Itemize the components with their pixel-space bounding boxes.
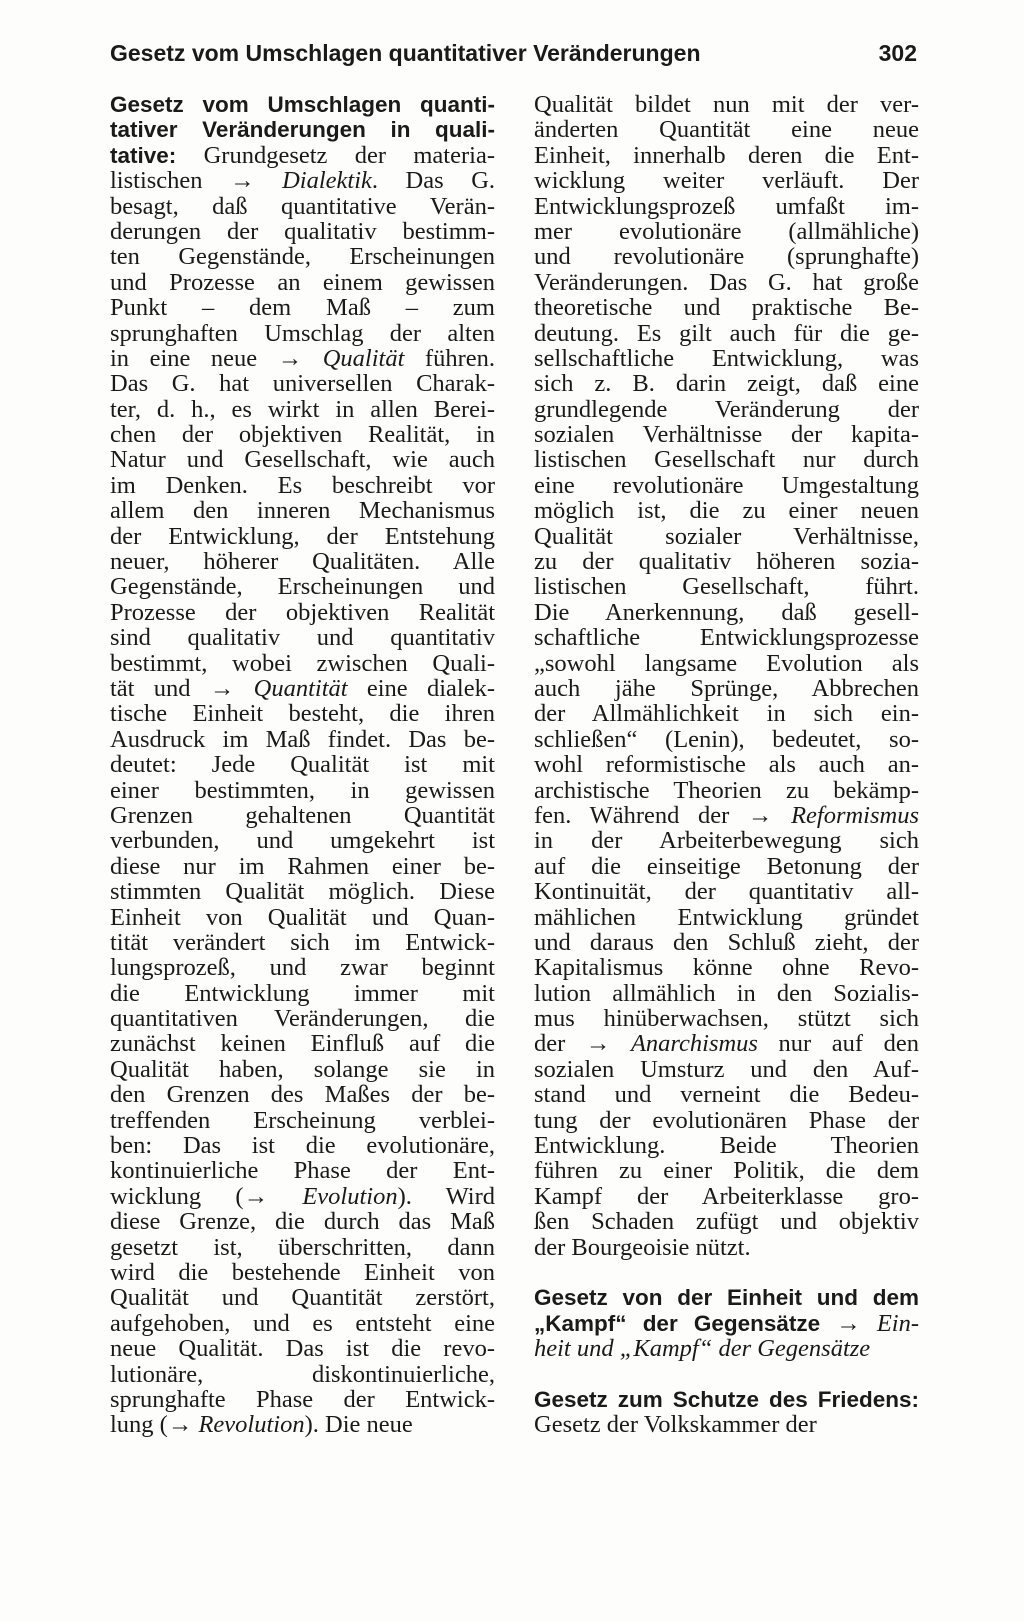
- text-line: [534, 117, 919, 142]
- line-text: grundlegende Veränderung der: [534, 395, 919, 423]
- text-line: [110, 498, 495, 523]
- line-text: eine revolutionäre Umgestaltung: [534, 471, 919, 499]
- line-text: Die Anerkennung, daß gesell-: [534, 598, 919, 626]
- text-line: [110, 295, 495, 320]
- line-text: tität verändert sich im Entwick-: [110, 928, 495, 956]
- text-line: [110, 955, 495, 980]
- line-text: möglich ist, die zu einer neuen: [534, 497, 919, 525]
- text-line: [110, 1235, 495, 1260]
- text-line: [110, 727, 495, 752]
- text-line: [110, 447, 495, 472]
- text-line: [534, 143, 919, 168]
- line-text: Gegenstände, Erscheinungen und: [110, 573, 495, 601]
- text-line: [534, 1133, 919, 1158]
- cross-reference: Reformismus: [791, 801, 920, 829]
- text-line: [534, 244, 919, 269]
- line-text: Einheit von Qualität und Quan-: [110, 903, 495, 931]
- line-text: ten Gegenstände, Erscheinungen: [110, 243, 495, 271]
- cross-reference: Dialektik: [282, 167, 372, 195]
- text-line: [110, 1082, 495, 1107]
- line-text: Ausdruck im Maß findet. Das be-: [110, 725, 495, 753]
- text-line: [534, 1387, 919, 1412]
- text-line: [110, 194, 495, 219]
- text-line: [534, 168, 919, 193]
- line-text: theoretische und praktische Be-: [534, 294, 919, 322]
- line-text: wicklung (: [110, 1182, 244, 1210]
- text-line: [110, 321, 495, 346]
- line-text: Kapitalismus könne ohne Revo-: [534, 954, 919, 982]
- line-text: deutung. Es gilt auch für die ge-: [534, 319, 919, 347]
- line-text: ter, d. h., es wirkt in allen Berei-: [110, 395, 495, 423]
- text-line: [534, 981, 919, 1006]
- line-text: und revolutionäre (sprunghafte): [534, 243, 919, 271]
- entry-headword: tative:: [110, 142, 177, 168]
- line-text: mer evolutionäre (allmähliche): [534, 217, 919, 245]
- line-text: Veränderungen. Das G. hat große: [534, 268, 919, 296]
- line-text: Qualität haben, solange sie in: [110, 1055, 495, 1083]
- text-line: [110, 143, 495, 168]
- line-text: verbunden, und umgekehrt ist: [110, 827, 495, 855]
- line-text: der: [534, 1030, 586, 1058]
- line-text: ben: Das ist die evolutionäre,: [110, 1132, 495, 1160]
- text-line: [110, 422, 495, 447]
- line-text: zunächst keinen Einfluß auf die: [110, 1030, 495, 1058]
- text-column-right: [534, 92, 919, 1438]
- text-line: [110, 905, 495, 930]
- line-text: die Entwicklung immer mit: [110, 979, 495, 1007]
- text-line: [110, 549, 495, 574]
- text-line: [534, 701, 919, 726]
- line-text: Kontinuität, der quantitativ all-: [534, 878, 919, 906]
- text-line: [534, 651, 919, 676]
- line-text: schaftliche Entwicklungsprozesse: [534, 624, 919, 652]
- line-text: . Das G.: [371, 167, 496, 195]
- text-line: [534, 930, 919, 955]
- text-line: [534, 295, 919, 320]
- paragraph-gap: [534, 1362, 919, 1387]
- text-line: [534, 371, 919, 396]
- line-text: Kampf der Arbeiterklasse gro-: [534, 1182, 919, 1210]
- line-text: sprunghafte Phase der Entwick-: [110, 1385, 495, 1413]
- line-text: mus hinüberwachsen, stützt sich: [534, 1005, 919, 1033]
- line-text: änderten Quantität eine neue: [534, 116, 919, 144]
- text-line: [534, 752, 919, 777]
- line-text: führen zu einer Politik, die dem: [534, 1157, 919, 1185]
- line-text: Einheit, innerhalb deren die Ent-: [534, 141, 919, 169]
- text-line: [534, 194, 919, 219]
- text-line: [110, 879, 495, 904]
- cross-reference: Ein-: [876, 1309, 919, 1337]
- text-line: [534, 219, 919, 244]
- running-head: Gesetz vom Umschlagen quantitativer Veränderungen: [110, 40, 701, 66]
- line-text: Gesetz der Volkskammer der: [534, 1411, 817, 1439]
- text-line: [534, 879, 919, 904]
- line-text: nur auf den: [757, 1030, 919, 1058]
- line-text: tische Einheit besteht, die ihren: [110, 700, 495, 728]
- text-line: [534, 1158, 919, 1183]
- text-line: [110, 524, 495, 549]
- line-text: lung (: [110, 1411, 168, 1439]
- line-text: listischen Gesellschaft, führt.: [534, 573, 919, 601]
- line-text: auf die einseitige Betonung der: [534, 852, 919, 880]
- text-line: [110, 1336, 495, 1361]
- text-line: [534, 498, 919, 523]
- line-text: Qualität und Quantität zerstört,: [110, 1284, 495, 1312]
- line-text: den Grenzen des Maßes der be-: [110, 1081, 495, 1109]
- text-line: [110, 1031, 495, 1056]
- text-line: [110, 270, 495, 295]
- text-line: [110, 1057, 495, 1082]
- text-line: [110, 1006, 495, 1031]
- line-text: und Prozesse an einem gewissen: [110, 268, 495, 296]
- line-text: „sowohl langsame Evolution als: [534, 649, 919, 677]
- line-text: wird die bestehende Einheit von: [110, 1258, 495, 1286]
- line-text: Punkt – dem Maß – zum: [110, 294, 495, 322]
- text-line: [534, 397, 919, 422]
- text-line: [110, 1158, 495, 1183]
- line-text: einer bestimmten, in gewissen: [110, 776, 495, 804]
- text-line: [534, 549, 919, 574]
- cross-reference: Quantität: [253, 674, 348, 702]
- text-line: [534, 955, 919, 980]
- text-line: [534, 1006, 919, 1031]
- text-line: [110, 1184, 495, 1209]
- text-line: [110, 625, 495, 650]
- line-text: ßen Schaden zufügt und objektiv: [534, 1208, 919, 1236]
- entry-headword: Gesetz vom Umschlagen quanti-: [110, 92, 495, 117]
- text-column-left: [110, 92, 495, 1438]
- page-number: 302: [878, 40, 917, 66]
- text-line: [534, 1209, 919, 1234]
- line-text: und daraus den Schluß zieht, der: [534, 928, 919, 956]
- line-text: schließen“ (Lenin), bedeutet, so-: [534, 725, 919, 753]
- cross-reference: Evolution: [302, 1182, 398, 1210]
- entry-headword: „Kampf“ der Gegensätze: [534, 1310, 821, 1336]
- text-line: [534, 524, 919, 549]
- text-line: [110, 676, 495, 701]
- line-text: bestimmt, wobei zwischen Quali-: [110, 649, 495, 677]
- text-line: [110, 371, 495, 396]
- cross-reference-arrow: →: [230, 167, 255, 195]
- text-line: [534, 321, 919, 346]
- line-text: tung der evolutionären Phase der: [534, 1106, 919, 1134]
- line-text: gesetzt ist, überschritten, dann: [110, 1233, 495, 1261]
- line-text: stand und verneint die Bedeu-: [534, 1081, 919, 1109]
- text-line: [110, 1133, 495, 1158]
- line-text: quantitativen Veränderungen, die: [110, 1005, 495, 1033]
- text-line: [110, 244, 495, 269]
- line-text: listischen Gesellschaft nur durch: [534, 446, 919, 474]
- cross-reference: Qualität: [322, 344, 405, 372]
- text-line: [110, 1362, 495, 1387]
- text-line: [110, 651, 495, 676]
- cross-reference: Anarchismus: [630, 1030, 758, 1058]
- cross-reference: heit und „Kampf“ der Gegensätze: [534, 1335, 871, 1363]
- text-line: [534, 473, 919, 498]
- cross-reference: Revolution: [198, 1411, 305, 1439]
- text-line: [534, 1031, 919, 1056]
- text-line: [110, 1387, 495, 1412]
- line-text: führen.: [404, 344, 495, 372]
- text-line: [534, 803, 919, 828]
- line-text: Grenzen gehaltenen Quantität: [110, 801, 495, 829]
- line-text: Grundgesetz der materia-: [176, 141, 495, 169]
- text-line: [534, 346, 919, 371]
- line-text: diese Grenze, die durch das Maß: [110, 1208, 495, 1236]
- line-text: diese nur im Rahmen einer be-: [110, 852, 495, 880]
- text-line: [110, 981, 495, 1006]
- line-text: neuer, höherer Qualitäten. Alle: [110, 548, 495, 576]
- text-line: [110, 397, 495, 422]
- text-line: [534, 447, 919, 472]
- line-text: besagt, daß quantitative Verän-: [110, 192, 495, 220]
- text-line: [110, 1209, 495, 1234]
- text-line: [110, 828, 495, 853]
- text-line: [110, 1311, 495, 1336]
- line-text: archistische Theorien zu bekämp-: [534, 776, 919, 804]
- line-text: Entwicklung. Beide Theorien: [534, 1132, 919, 1160]
- text-line: [534, 905, 919, 930]
- cross-reference-arrow: →: [585, 1030, 611, 1058]
- line-text: allem den inneren Mechanismus: [110, 497, 495, 525]
- text-line: [534, 574, 919, 599]
- line-text: deutet: Jede Qualität ist mit: [110, 751, 495, 779]
- cross-reference-arrow: →: [747, 801, 773, 829]
- cross-reference-arrow: →: [836, 1309, 861, 1337]
- text-line: [110, 473, 495, 498]
- entry-headword: Gesetz von der Einheit und dem: [534, 1285, 919, 1311]
- text-line: [534, 1412, 919, 1437]
- paragraph-gap: [534, 1260, 919, 1285]
- text-line: [110, 701, 495, 726]
- line-text: aufgehoben, und es entsteht eine: [110, 1309, 495, 1337]
- cross-reference-arrow: →: [167, 1411, 193, 1439]
- text-line: [534, 828, 919, 853]
- line-text: tät und: [110, 674, 210, 702]
- text-line: [110, 752, 495, 777]
- line-text: listischen: [110, 167, 231, 195]
- text-line: [110, 574, 495, 599]
- line-text: wicklung weiter verläuft. Der: [534, 167, 919, 195]
- text-line: [534, 422, 919, 447]
- text-line: [110, 778, 495, 803]
- text-line: [110, 117, 495, 142]
- text-line: [110, 1260, 495, 1285]
- text-line: [110, 803, 495, 828]
- text-line: [534, 1311, 919, 1336]
- line-text: im Denken. Es beschreibt vor: [110, 471, 495, 499]
- line-text: sich z. B. darin zeigt, daß eine: [534, 370, 919, 398]
- line-text: der Allmählichkeit in sich ein-: [534, 700, 919, 728]
- line-text: zu der qualitativ höheren sozia-: [534, 548, 919, 576]
- line-text: chen der objektiven Realität, in: [110, 421, 495, 449]
- line-text: sprunghaften Umschlag der alten: [110, 319, 495, 347]
- line-text: mählichen Entwicklung gründet: [534, 903, 919, 931]
- text-line: [110, 168, 495, 193]
- line-text: stimmten Qualität möglich. Diese: [110, 878, 495, 906]
- text-line: [110, 219, 495, 244]
- line-text: ). Wird: [397, 1182, 496, 1210]
- line-text: fen. Während der: [534, 801, 748, 829]
- text-line: [110, 346, 495, 371]
- line-text: ). Die neue: [304, 1411, 413, 1439]
- text-line: [110, 1412, 495, 1437]
- line-text: der Entwicklung, der Entstehung: [110, 522, 495, 550]
- line-text: in eine neue: [110, 344, 278, 372]
- text-line: [534, 1108, 919, 1133]
- line-text: lutionäre, diskontinuierliche,: [110, 1360, 495, 1388]
- line-text: sozialen Umsturz und den Auf-: [534, 1055, 919, 1083]
- line-text: Prozesse der objektiven Realität: [110, 598, 495, 626]
- text-line: [110, 1108, 495, 1133]
- text-line: [534, 92, 919, 117]
- line-text: der Bourgeoisie nützt.: [534, 1233, 751, 1261]
- line-text: Qualität bildet nun mit der ver-: [534, 91, 919, 118]
- line-text: Entwicklungsprozeß umfaßt im-: [534, 192, 919, 220]
- entry-headword: Gesetz zum Schutze des Friedens:: [534, 1386, 919, 1412]
- text-line: [534, 1235, 919, 1260]
- text-line: [534, 1082, 919, 1107]
- text-line: [110, 854, 495, 879]
- text-line: [534, 270, 919, 295]
- line-text: sind qualitativ und quantitativ: [110, 624, 495, 652]
- line-text: treffenden Erscheinung verblei-: [110, 1106, 495, 1134]
- cross-reference-arrow: →: [277, 344, 303, 372]
- line-text: derungen der qualitativ bestimm-: [110, 217, 495, 245]
- text-line: [534, 676, 919, 701]
- text-line: [534, 727, 919, 752]
- text-line: [534, 854, 919, 879]
- line-text: eine dialek-: [347, 674, 496, 702]
- line-text: sozialen Verhältnisse der kapita-: [534, 421, 919, 449]
- text-line: [534, 1184, 919, 1209]
- line-text: Qualität sozialer Verhältnisse,: [534, 522, 919, 550]
- line-text: Natur und Gesellschaft, wie auch: [110, 446, 495, 474]
- line-text: Das G. hat universellen Charak-: [110, 370, 495, 398]
- text-line: [534, 1057, 919, 1082]
- line-text: sellschaftliche Entwicklung, was: [534, 344, 919, 372]
- text-line: [110, 930, 495, 955]
- entry-headword: tativer Veränderungen in quali-: [110, 117, 495, 143]
- text-line: [110, 600, 495, 625]
- line-text: wohl reformistische als auch an-: [534, 751, 919, 779]
- line-text: kontinuierliche Phase der Ent-: [110, 1157, 495, 1185]
- text-line: [110, 1285, 495, 1310]
- text-line: [110, 92, 495, 117]
- cross-reference-arrow: →: [243, 1182, 269, 1210]
- line-text: lungsprozeß, und zwar beginnt: [110, 954, 495, 982]
- text-line: [534, 778, 919, 803]
- text-line: [534, 625, 919, 650]
- text-line: [534, 1285, 919, 1310]
- text-line: [534, 600, 919, 625]
- line-text: neue Qualität. Das ist die revo-: [110, 1335, 495, 1363]
- line-text: lution allmählich in den Sozialis-: [534, 979, 919, 1007]
- text-line: [534, 1336, 919, 1361]
- cross-reference-arrow: →: [209, 674, 235, 702]
- line-text: auch jähe Sprünge, Abbrechen: [534, 674, 919, 702]
- line-text: in der Arbeiterbewegung sich: [534, 827, 919, 855]
